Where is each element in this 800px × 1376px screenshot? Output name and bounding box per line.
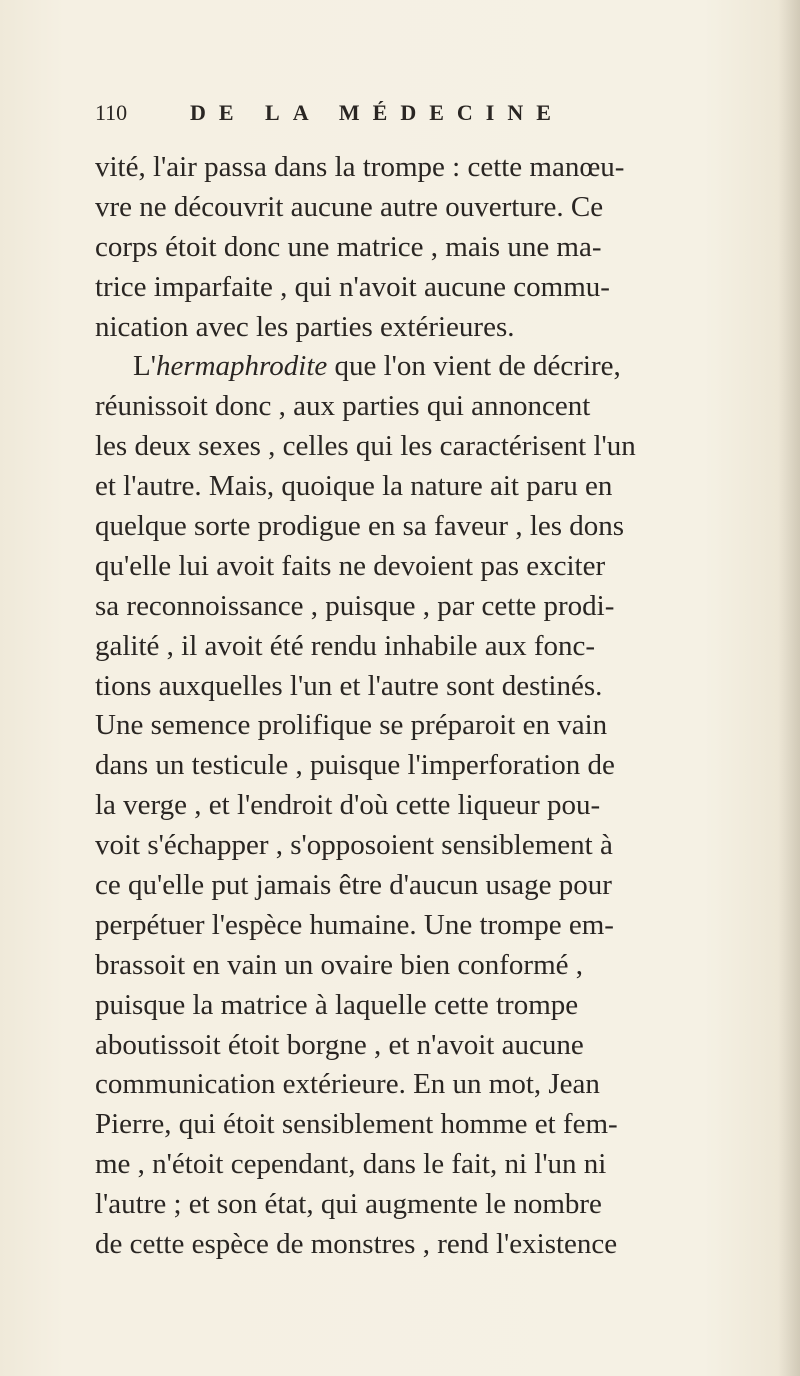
text-line: de cette espèce de monstres , rend l'existence: [95, 1228, 618, 1261]
text-line: quelque sorte prodigue en sa faveur , les dons: [95, 510, 625, 543]
text-line: l'autre ; et son état, qui augmente le nombre: [95, 1188, 602, 1221]
page-header: [95, 100, 795, 140]
text-line: nication avec les parties extérieures.: [95, 310, 515, 343]
text-line: Pierre, qui étoit sensiblement homme et fem-: [95, 1108, 618, 1141]
text-line: les deux sexes , celles qui les caractérisent l'un: [95, 430, 636, 463]
text-line: perpétuer l'espèce humaine. Une trompe em-: [95, 908, 614, 941]
text-line: me , n'étoit cependant, dans le fait, ni l'un ni: [95, 1148, 607, 1181]
body-text: [95, 148, 785, 1265]
page-number: 110: [95, 100, 128, 125]
text-line: dans un testicule , puisque l'imperforation de: [95, 749, 615, 782]
text-line: Une semence prolifique se préparoit en vain: [95, 709, 608, 742]
text-line: corps étoit donc une matrice , mais une ma-: [95, 230, 602, 263]
text-line: galité , il avoit été rendu inhabile aux fonc-: [95, 629, 596, 662]
text-line: qu'elle lui avoit faits ne devoient pas exciter: [95, 549, 606, 582]
text-line: aboutissoit étoit borgne , et n'avoit aucune: [95, 1028, 584, 1061]
text-line: vité, l'air passa dans la trompe : cette manœu-: [95, 151, 625, 183]
text-line: communication extérieure. En un mot, Jean: [95, 1068, 600, 1101]
text-line-prefix: L': [133, 350, 156, 383]
text-line: brassoit en vain un ovaire bien conformé ,: [95, 948, 584, 981]
text-line: [95, 347, 785, 387]
text-line: réunissoit donc , aux parties qui annoncent: [95, 390, 591, 423]
text-line: trice imparfaite , qui n'avoit aucune commu-: [95, 270, 610, 303]
text-line: la verge , et l'endroit d'où cette liqueur pou-: [95, 789, 601, 822]
text-line: puisque la matrice à laquelle cette trompe: [95, 988, 579, 1021]
text-line: tions auxquelles l'un et l'autre sont destinés.: [95, 669, 603, 702]
text-line-rest: que l'on vient de décrire,: [327, 350, 621, 383]
text-line: sa reconnoissance , puisque , par cette prodi-: [95, 589, 615, 622]
text-line: vre ne découvrit aucune autre ouverture. Ce: [95, 190, 604, 223]
running-title: DE LA MÉDECINE: [190, 100, 564, 125]
text-line: et l'autre. Mais, quoique la nature ait paru en: [95, 470, 613, 503]
text-line: ce qu'elle put jamais être d'aucun usage pour: [95, 869, 612, 902]
italic-term: hermaphrodite: [155, 350, 328, 383]
text-line: voit s'échapper , s'opposoient sensiblement à: [95, 829, 613, 862]
